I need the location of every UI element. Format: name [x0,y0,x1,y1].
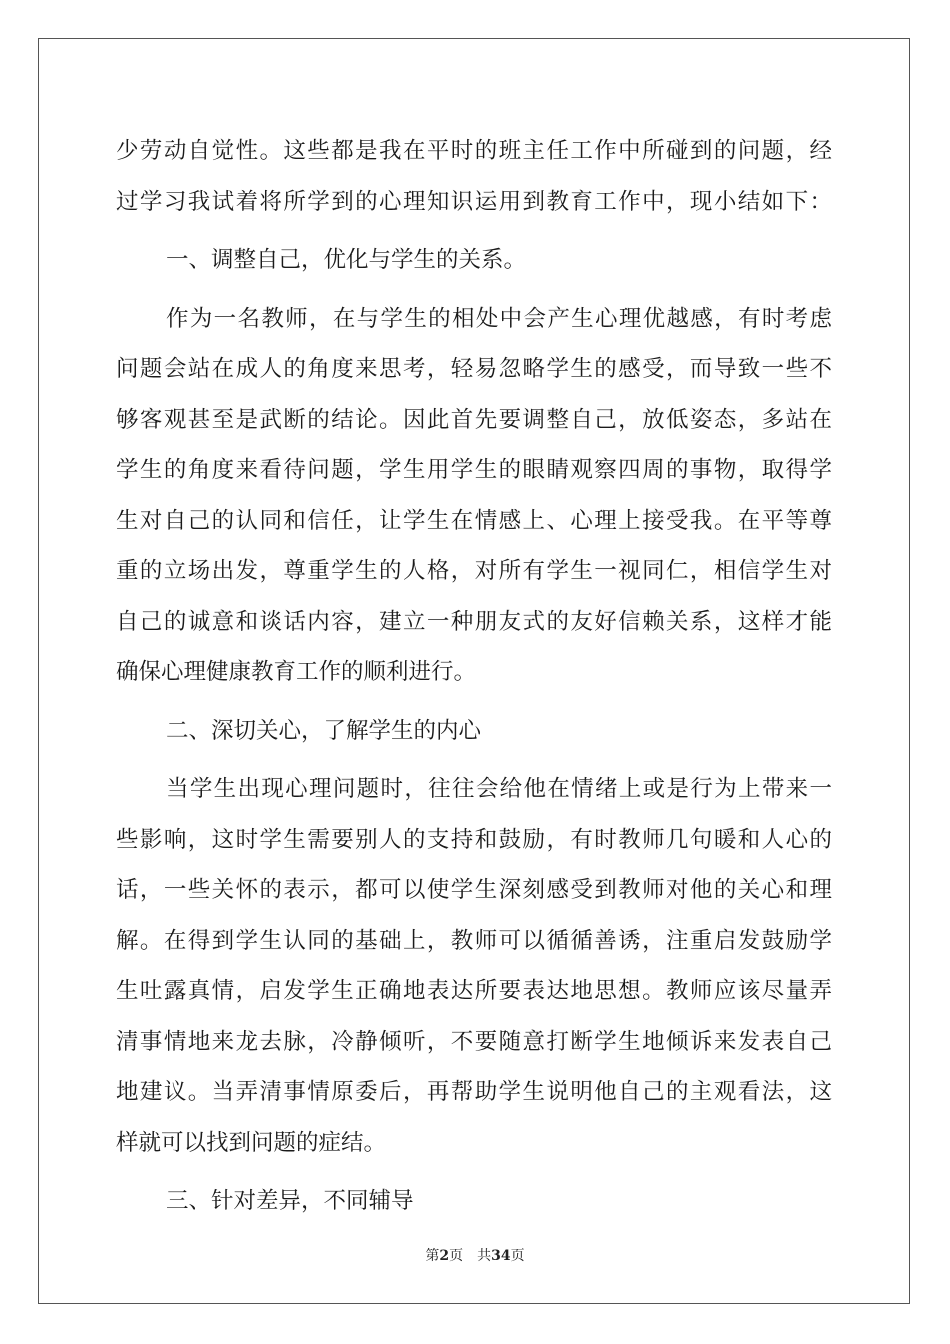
text-line: 生对自己的认同和信任，让学生在情感上、心理上接受我。在平等尊 [116,507,832,534]
paragraph-gap [116,227,832,235]
text-line: 话，一些关怀的表示，都可以使学生深刻感受到教师对他的关心和理 [116,877,832,903]
section-heading: 二、深切关心，了解学生的内心 [166,717,482,744]
footer-total-suffix: 页 [510,1248,525,1264]
text-line: 问题会站在成人的角度来思考，轻易忽略学生的感受，而导致一些不 [116,356,832,382]
paragraph-gap [116,756,832,764]
paragraph-gap [116,286,832,294]
text-line: 少劳动自觉性。这些都是我在平时的班主任工作中所碰到的问题，经 [116,138,832,164]
text-line: 样就可以找到问题的症结。 [116,1129,387,1156]
paragraph-gap [116,1227,832,1235]
footer-page-suffix: 页 [449,1248,464,1264]
text-line: 些影响，这时学生需要别人的支持和鼓励，有时教师几句暖和人心的 [116,826,832,853]
text-line: 够客观甚至是武断的结论。因此首先要调整自己，放低姿态，多站在 [116,406,832,433]
paragraph-gap [116,1168,832,1176]
text-line: 过学习我试着将所学到的心理知识运用到教育工作中，现小结如下： [116,188,832,215]
section-heading: 三、针对差异，不同辅导 [166,1188,414,1214]
footer-total-number: 34 [491,1248,511,1264]
document-body [116,126,832,1235]
page-footer [0,1245,950,1265]
paragraph-gap [116,698,832,706]
text-line: 生吐露真情，启发学生正确地表达所要表达地思想。教师应该尽量弄 [116,978,832,1004]
text-line: 自己的诚意和谈话内容，建立一种朋友式的友好信赖关系，这样才能 [116,608,832,635]
text-line: 确保心理健康教育工作的顺利进行。 [116,659,477,685]
footer-total-prefix: 共 [477,1248,492,1264]
section-heading: 一、调整自己，优化与学生的关系。 [166,247,527,273]
text-line: 清事情地来龙去脉，冷静倾听，不要随意打断学生地倾诉来发表自己 [116,1028,832,1055]
text-line: 地建议。当弄清事情原委后，再帮助学生说明他自己的主观看法，这 [116,1079,832,1105]
text-line: 解。在得到学生认同的基础上，教师可以循循善诱，注重启发鼓励学 [116,927,832,954]
text-line: 作为一名教师，在与学生的相处中会产生心理优越感，有时考虑 [166,305,832,332]
text-line: 当学生出现心理问题时，往往会给他在情绪上或是行为上带来一 [166,776,832,802]
footer-page-number: 2 [439,1248,450,1264]
footer-page-prefix: 第 [425,1248,440,1264]
text-line: 学生的角度来看待问题，学生用学生的眼睛观察四周的事物，取得学 [116,457,832,483]
text-line: 重的立场出发，尊重学生的人格，对所有学生一视同仁，相信学生对 [116,558,832,584]
